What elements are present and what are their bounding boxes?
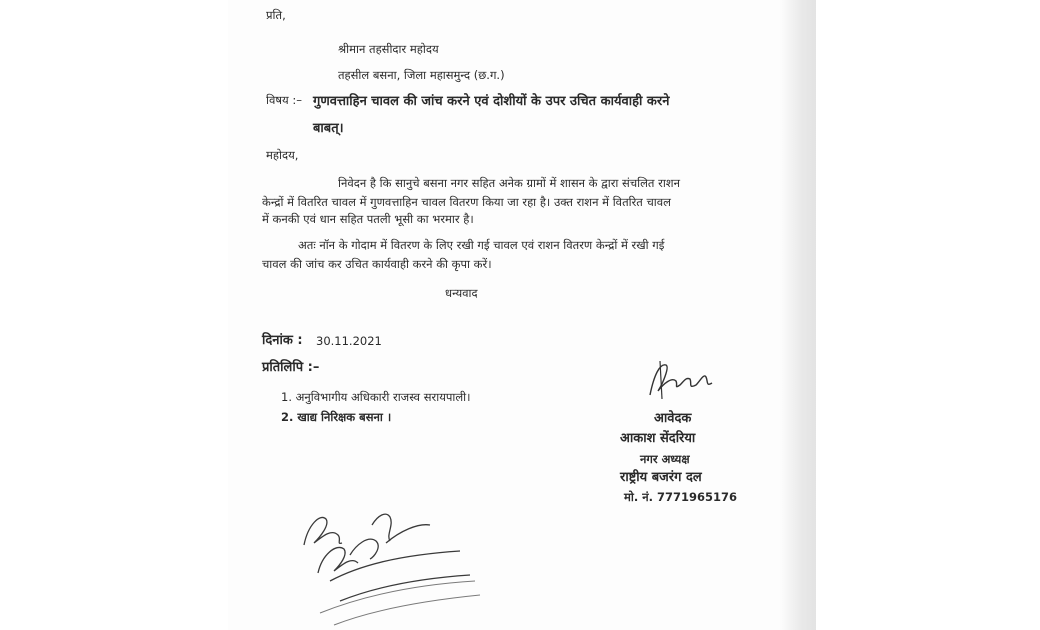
- received-stamp: [290, 485, 490, 630]
- subject-line-2: बाबत्।: [313, 121, 344, 136]
- copy-item-1: 1. अनुविभागीय अधिकारी राजस्व सरायपाली।: [281, 390, 471, 404]
- subject-prefix: विषय :–: [266, 93, 302, 107]
- applicant-mobile: मो. नं. 7771965176: [624, 490, 737, 504]
- applicant-org: राष्ट्रीय बजरंग दल: [620, 470, 702, 485]
- para1-line-3: में कनकी एवं धान सहित पतली भूसी का भरमार है।: [262, 212, 474, 226]
- para2-line-2: चावल की जांच कर उचित कार्यवाही करने की कृपा करें।: [262, 257, 492, 271]
- page-edge-shadow: [780, 0, 816, 630]
- thanks-text: धन्यवाद: [445, 286, 478, 300]
- para1-line-1: निवेदन है कि सानुचे बसना नगर सहित अनेक ग्रामों में शासन के द्वारा संचलित राशन: [338, 176, 680, 190]
- applicant-signature: [640, 355, 720, 405]
- recipient-line-2: तहसील बसना, जिला महासमुन्द (छ.ग.): [338, 68, 505, 82]
- copy-item-2: 2. खाद्य निरिक्षक बसना ।: [281, 410, 392, 424]
- applicant-title: नगर अध्यक्ष: [640, 452, 690, 466]
- applicant-role: आवेदक: [654, 411, 692, 426]
- para1-line-2: केन्द्रों में वितरित चावल में गुणवत्ताहिन चावल वितरण किया जा रहा है। उक्त राशन में वितरित चावल: [262, 195, 671, 209]
- date-label: दिनांक :: [262, 333, 303, 348]
- to-label: प्रति,: [266, 8, 286, 22]
- salutation: महोदय,: [266, 148, 299, 162]
- para2-line-1: अतः नॉन के गोदाम में वितरण के लिए रखी गई चावल एवं राशन वितरण केन्द्रों में रखी गई: [298, 238, 665, 252]
- applicant-name: आकाश सेंदरिया: [620, 431, 696, 446]
- subject-line-1: गुणवत्ताहिन चावल की जांच करने एवं दोशीयों के उपर उचित कार्यवाही करने: [313, 94, 670, 109]
- copy-label: प्रतिलिपि :–: [262, 360, 320, 375]
- date-value: 30.11.2021: [316, 334, 382, 348]
- recipient-line-1: श्रीमान तहसीदार महोदय: [338, 42, 439, 56]
